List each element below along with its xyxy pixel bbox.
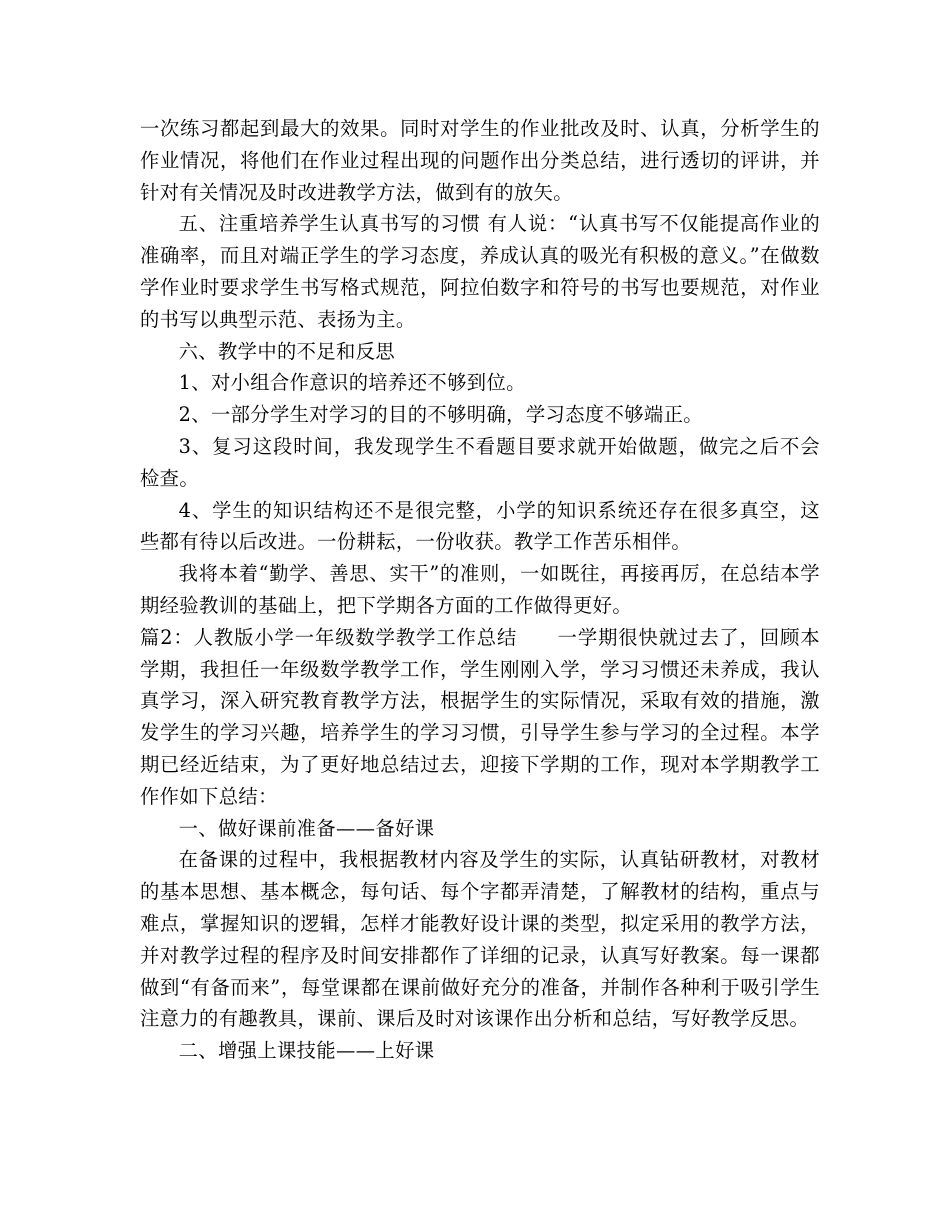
paragraph-lesson-prep: 在备课的过程中，我根据教材内容及学生的实际，认真钻研教材，对教材的基本思想、基本概念，每句话、每个字都弄清楚，了解教材的结构，重点与难点，掌握知识的逻辑，怎样才能教好设计课的类型，拟定采用的教学方法，并对教学过程的程序及时间安排都作了详细的记录，认真写好教案。每一课都做到“有备而来”，每堂课都在课前做好充分的准备，并制作各种利于吸引学生注意力的有趣教具，课前、课后及时对该课作出分析和总结，写好教学反思。 — [140, 848, 820, 1031]
document-body — [140, 113, 820, 1067]
article-2-intro: 篇2：人教版小学一年级数学教学工作总结 一学期很快就过去了，回顾本学期，我担任一年级数学教学工作，学生刚刚入学，学习习惯还未养成，我认真学习，深入研究教育教学方法，根据学生的实际情况，采取有效的措施，激发学生的学习兴趣，培养学生的学习习惯，引导学生参与学习的全过程。本学期已经近结束，为了更好地总结过去，迎接下学期的工作，现对本学期教学工作作如下总结： — [140, 625, 820, 808]
list-item-3: 3、复习这段时间，我发现学生不看题目要求就开始做题，做完之后不会检查。 — [140, 434, 820, 490]
paragraph-2: 五、注重培养学生认真书写的习惯 有人说：“认真书写不仅能提高作业的准确率，而且对端正学生的学习态度，养成认真的吸光有积极的意义。”在做数学作业时要求学生书写格式规范，阿拉伯数字和符号的书写也要规范，对作业的书写以典型示范、表扬为主。 — [140, 212, 820, 331]
paragraph-conclusion: 我将本着“勤学、善思、实干”的准则，一如既往，再接再厉，在总结本学期经验教训的基础上，把下学期各方面的工作做得更好。 — [140, 562, 820, 617]
list-item-4: 4、学生的知识结构还不是很完整，小学的知识系统还存在很多真空，这些都有待以后改进。一份耕耘，一份收获。教学工作苦乐相伴。 — [140, 498, 820, 554]
paragraph-1: 一次练习都起到最大的效果。同时对学生的作业批改及时、认真，分析学生的作业情况，将他们在作业过程出现的问题作出分类总结，进行透切的评讲，并针对有关情况及时改进教学方法，做到有的放矢。 — [140, 117, 820, 204]
section-heading-1: 一、做好课前准备——备好课 — [178, 816, 435, 840]
list-item-2: 2、一部分学生对学习的目的不够明确，学习态度不够端正。 — [178, 403, 703, 427]
section-heading-6: 六、教学中的不足和反思 — [178, 339, 396, 363]
list-item-1: 1、对小组合作意识的培养还不够到位。 — [178, 371, 526, 395]
section-heading-2: 二、增强上课技能——上好课 — [178, 1039, 435, 1063]
